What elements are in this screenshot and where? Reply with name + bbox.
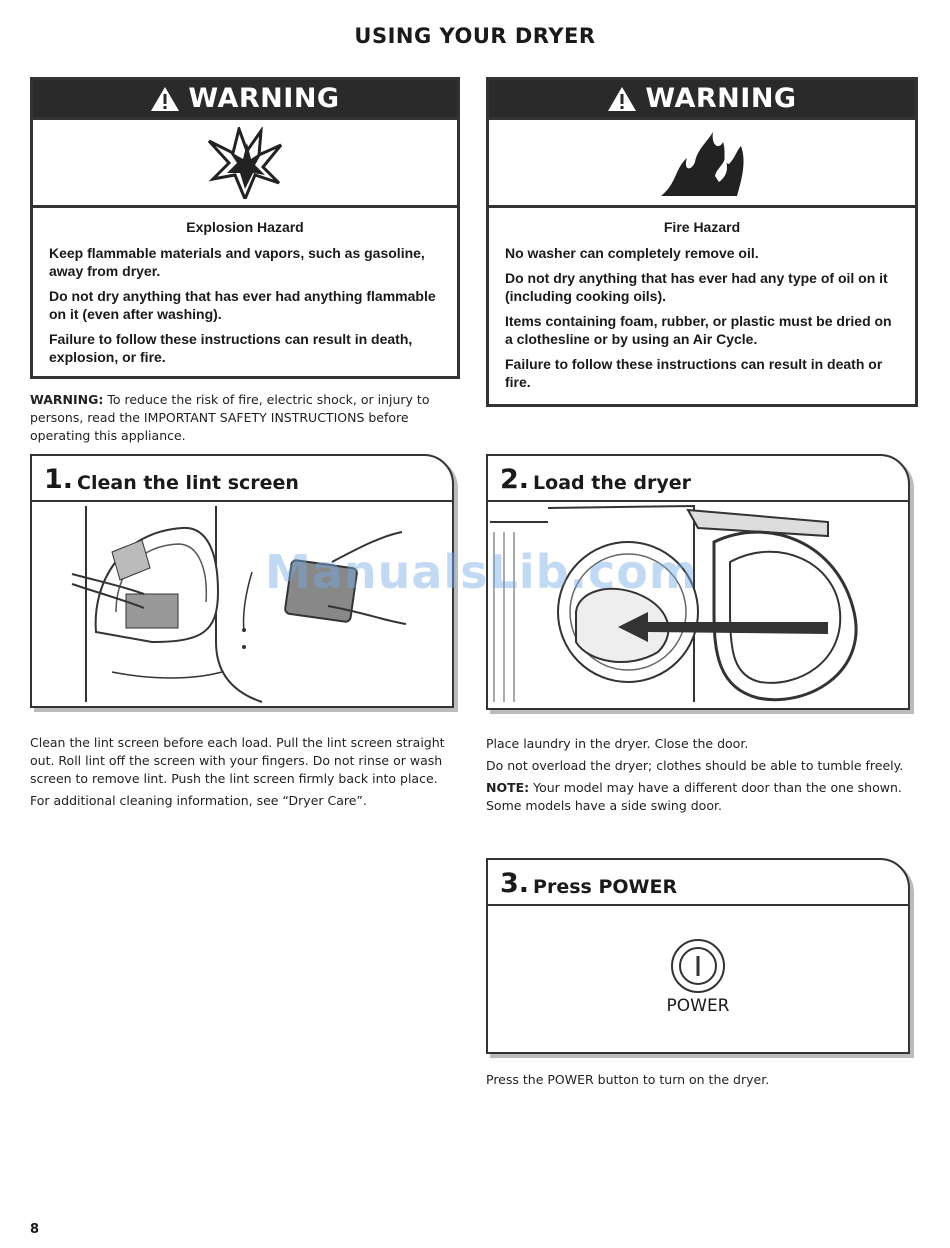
- step-2-title: 2. Load the dryer: [488, 456, 908, 502]
- warning-triangle-icon: [607, 86, 637, 112]
- power-icon: [670, 938, 726, 994]
- power-label: POWER: [666, 996, 730, 1016]
- step-2-text: Place laundry in the dryer. Close the door. Do not overload the dryer; clothes should be able to tumble freely. NOTE: Your model may have a different door than the one shown. Some models have a side swing door.: [486, 736, 904, 813]
- safety-note: WARNING: To reduce the risk of fire, electric shock, or injury to persons, read the IMPORTANT SAFETY INSTRUCTIONS before operating this appliance.: [30, 392, 430, 443]
- lint-screen-illustration: [32, 502, 452, 711]
- step-1-panel: [30, 454, 454, 708]
- explosion-warning-box: [30, 77, 460, 379]
- warning-header: WARNING: [33, 80, 457, 120]
- warning-body: [489, 208, 915, 408]
- hazard-title: Fire Hazard: [663, 219, 741, 235]
- hazard-title: Explosion Hazard: [186, 219, 304, 235]
- fire-icon: [489, 120, 915, 208]
- step-3-title: 3. Press POWER: [488, 860, 908, 906]
- explosion-icon: [33, 120, 457, 208]
- step-3-text: Press the POWER button to turn on the dryer.: [486, 1072, 770, 1087]
- warning-line: Failure to follow these instructions can result in death, explosion, or fire.: [49, 331, 413, 365]
- step-2-panel: [486, 454, 910, 710]
- page-title: USING YOUR DRYER: [354, 24, 596, 48]
- warning-triangle-icon: [150, 86, 180, 112]
- watermark: ManualsLib.com: [265, 545, 698, 599]
- step-1-text: Clean the lint screen before each load. Pull the lint screen straight out. Roll lint off the screen with your fingers. Do not rinse or wash screen to remove lint. Push the lint screen firmly back into place. For additional cleaning information, see “Dryer Care”.: [30, 735, 445, 808]
- warning-header: WARNING: [489, 80, 915, 120]
- warning-line: No washer can completely remove oil.: [505, 245, 759, 261]
- warning-line: Failure to follow these instructions can result in death or fire.: [505, 356, 883, 390]
- warning-line: Keep flammable materials and vapors, such as gasoline, away from dryer.: [49, 245, 425, 279]
- warning-line: Do not dry anything that has ever had anything flammable on it (even after washing).: [49, 288, 436, 322]
- page-number: 8: [30, 1222, 40, 1237]
- warning-body: [33, 208, 457, 383]
- warning-line: Do not dry anything that has ever had any type of oil on it (including cooking oils).: [505, 270, 888, 304]
- fire-warning-box: [486, 77, 918, 407]
- warning-line: Items containing foam, rubber, or plastic must be dried on a clothesline or by using an Air Cycle.: [505, 313, 892, 347]
- step-1-title: 1. Clean the lint screen: [32, 456, 452, 502]
- load-dryer-illustration: [488, 502, 908, 713]
- step-3-panel: [486, 858, 910, 1054]
